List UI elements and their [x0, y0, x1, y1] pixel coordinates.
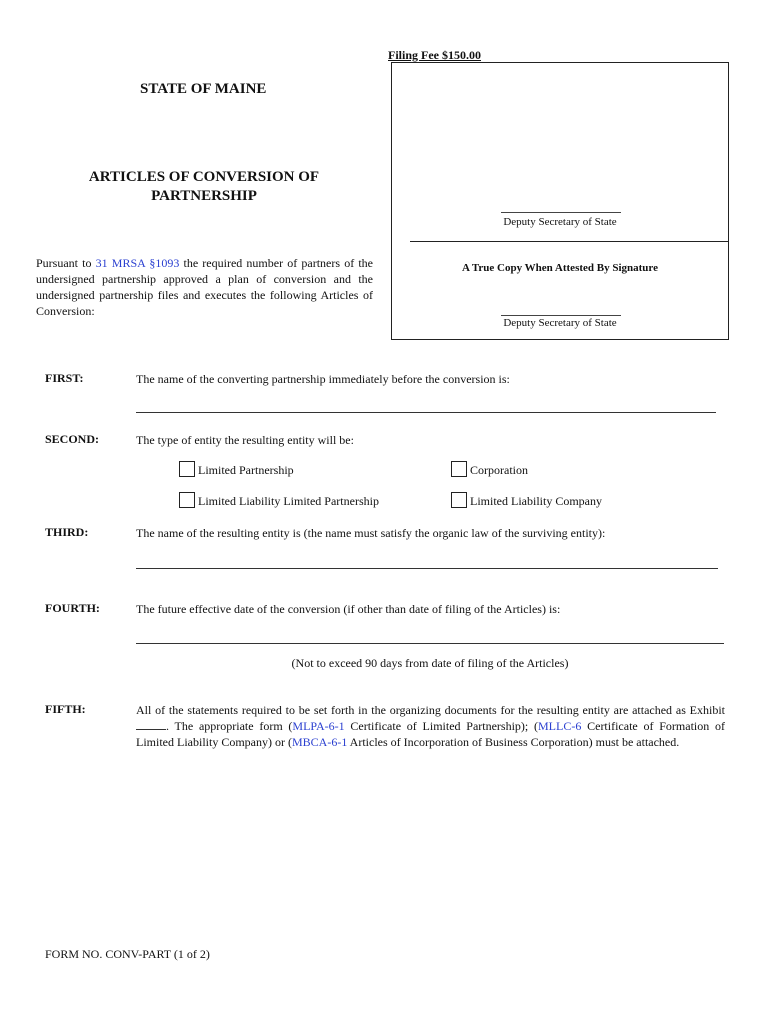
effective-date-note: (Not to exceed 90 days from date of filing of the Articles) — [291, 656, 569, 670]
mbca-6-1-link[interactable]: MBCA-6-1 — [291, 735, 348, 749]
exhibit-blank-field[interactable] — [136, 719, 166, 730]
resulting-entity-name-field[interactable] — [136, 568, 718, 569]
true-copy-label: A True Copy When Attested By Signature — [462, 262, 658, 274]
mllc-6-link[interactable]: MLLC-6 — [538, 719, 582, 733]
third-label: THIRD: — [45, 525, 89, 539]
corporation-option: Corporation — [470, 463, 528, 477]
attestation-box — [391, 62, 729, 340]
signature-line-1[interactable] — [501, 212, 621, 213]
intro-pre: Pursuant to — [36, 256, 96, 270]
form-title-line-1: ARTICLES OF CONVERSION OF — [88, 169, 320, 185]
mlpa-6-1-link[interactable]: MLPA-6-1 — [292, 719, 345, 733]
fifth-text-3: Certificate of Limited Partnership); ( — [344, 719, 539, 733]
deputy-secretary-label-1: Deputy Secretary of State — [503, 216, 617, 228]
form-title-line-2: PARTNERSHIP — [151, 188, 257, 204]
corporation-checkbox[interactable] — [451, 461, 467, 477]
effective-date-field[interactable] — [136, 643, 724, 644]
intro-post: the required number of partners of the undersigned partnership approved a plan of conversion and the undersigned partnership files and executes the following Articles of Conversion: — [36, 256, 373, 318]
fifth-paragraph — [136, 702, 725, 750]
fifth-text-2: . The appropriate form ( — [166, 719, 293, 733]
form-title — [70, 168, 338, 206]
second-label: SECOND: — [45, 432, 100, 446]
filing-fee: Filing Fee $150.00 — [388, 48, 481, 62]
signature-line-2[interactable] — [501, 315, 621, 316]
deputy-secretary-label-2: Deputy Secretary of State — [503, 317, 617, 329]
fifth-text-1: All of the statements required to be set forth in the organizing documents for the resulting entity are attached as Exhibit — [136, 703, 725, 717]
llp-checkbox[interactable] — [179, 492, 195, 508]
form-number: FORM NO. CONV-PART (1 of 2) — [45, 947, 210, 961]
llc-checkbox[interactable] — [451, 492, 467, 508]
fifth-label: FIFTH: — [45, 702, 86, 716]
llp-option: Limited Liability Limited Partnership — [198, 494, 379, 508]
fifth-text-4: Certificate of Formation of Limited Liability Company) or ( — [136, 719, 725, 749]
attestation-divider — [410, 241, 728, 242]
state-heading: STATE OF MAINE — [140, 81, 267, 97]
llc-option: Limited Liability Company — [470, 494, 602, 508]
first-text: The name of the converting partnership immediately before the conversion is: — [136, 372, 510, 386]
first-label: FIRST: — [45, 371, 84, 385]
statute-link[interactable]: 31 MRSA §1093 — [95, 256, 180, 270]
second-text: The type of entity the resulting entity will be: — [136, 433, 354, 447]
fifth-text-5: Articles of Incorporation of Business Corporation) must be attached. — [347, 735, 680, 749]
fourth-text: The future effective date of the conversion (if other than date of filing of the Articles) is: — [136, 602, 561, 616]
limited-partnership-checkbox[interactable] — [179, 461, 195, 477]
fourth-label: FOURTH: — [45, 601, 100, 615]
limited-partnership-option: Limited Partnership — [198, 463, 294, 477]
intro-paragraph — [36, 255, 373, 319]
converting-partnership-name-field[interactable] — [136, 412, 716, 413]
third-text: The name of the resulting entity is (the name must satisfy the organic law of the surviving entity): — [136, 526, 606, 540]
